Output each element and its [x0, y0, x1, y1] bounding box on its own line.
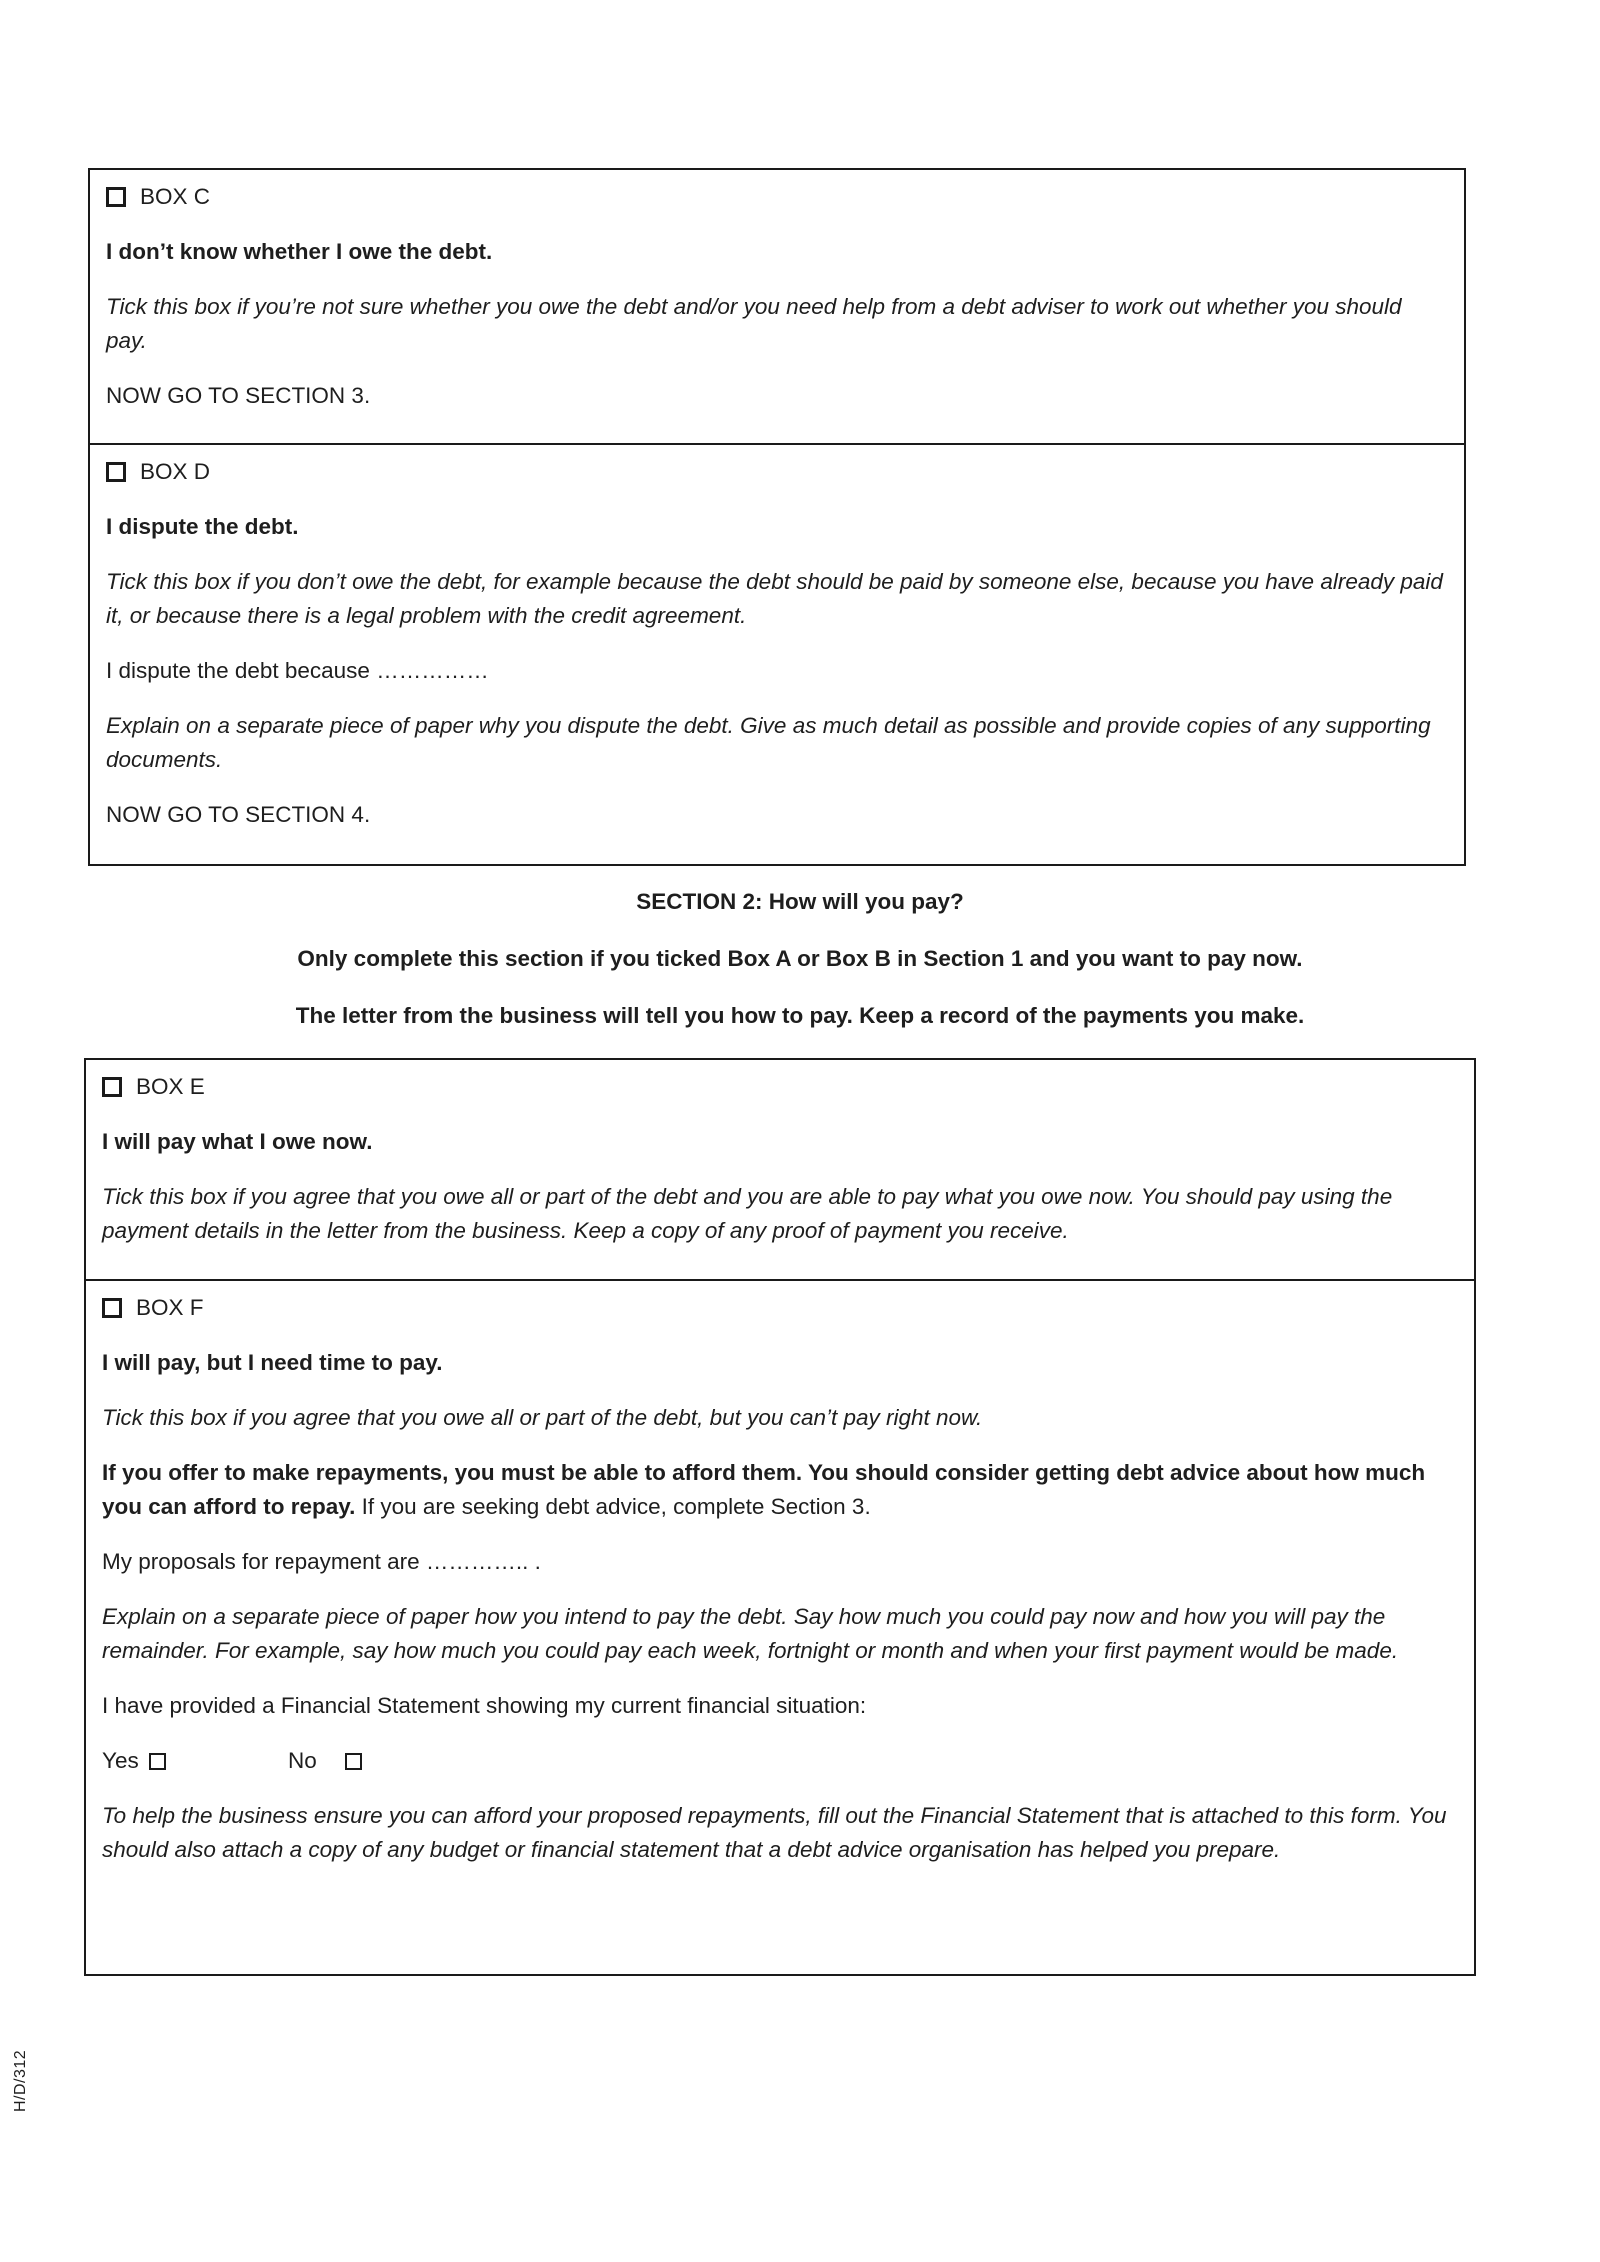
box-d-heading: I dispute the debt. [106, 514, 299, 539]
box-c-d-frame [88, 168, 1466, 866]
box-e-label: BOX E [136, 1074, 205, 1099]
no-checkbox[interactable] [345, 1753, 362, 1770]
box-f-header [102, 1291, 1458, 1325]
box-d-next-step: NOW GO TO SECTION 4. [106, 802, 371, 827]
box-f-footer-note: To help the business ensure you can afford your proposed repayments, fill out the Financial Statement that is attached to this form. You should also attach a copy of any budget or financial statement that a debt advice organisation has helped you prepare. [102, 1803, 1447, 1862]
box-c-heading: I don’t know whether I owe the debt. [106, 239, 493, 264]
box-f-advice-bold: If you offer to make repayments, you must be able to afford them. You should consider getting debt advice about how much you can afford to repay. [102, 1460, 1426, 1519]
box-e-instruction: Tick this box if you agree that you owe all or part of the debt and you are able to pay what you owe now. You should pay using the payment details in the letter from the business. Keep a copy of any proof of payment you receive. [102, 1184, 1393, 1243]
box-e [86, 1060, 1474, 1279]
box-f-explain: Explain on a separate piece of paper how you intend to pay the debt. Say how much you could pay now and how you will pay the remainder. For example, say how much you could pay each week, fortnight or month and when your first payment would be made. [102, 1604, 1399, 1663]
box-c-label: BOX C [140, 184, 211, 209]
box-e-checkbox[interactable] [102, 1077, 122, 1097]
box-f-proposal-prompt: My proposals for repayment are ………….. . [102, 1549, 541, 1574]
yes-label: Yes [102, 1748, 139, 1773]
box-d-instruction: Tick this box if you don’t owe the debt, for example because the debt should be paid by someone else, because you have already paid it, or because there is a legal problem with the credit agreement. [106, 569, 1443, 628]
box-c-next-step: NOW GO TO SECTION 3. [106, 383, 371, 408]
box-f-advice [102, 1456, 1458, 1524]
box-f-label: BOX F [136, 1295, 204, 1320]
section-2-line-1: Only complete this section if you ticked Box A or Box B in Section 1 and you want to pay now. [297, 946, 1303, 971]
box-d-header [106, 455, 1448, 489]
box-f-checkbox[interactable] [102, 1298, 122, 1318]
box-f-heading: I will pay, but I need time to pay. [102, 1350, 443, 1375]
yes-option [102, 1744, 288, 1778]
section-2-line-2: The letter from the business will tell you how to pay. Keep a record of the payments you make. [295, 1003, 1305, 1028]
box-f [86, 1279, 1474, 1875]
box-c [90, 170, 1464, 443]
box-d-explain: Explain on a separate piece of paper why you dispute the debt. Give as much detail as possible and provide copies of any supporting documents. [106, 713, 1431, 772]
box-d [90, 443, 1464, 840]
box-d-checkbox[interactable] [106, 462, 126, 482]
box-c-instruction: Tick this box if you’re not sure whether you owe the debt and/or you need help from a debt adviser to work out whether you should pay. [106, 294, 1402, 353]
section-2-title: SECTION 2: How will you pay? [636, 889, 964, 914]
form-code: H/D/312 [12, 2049, 29, 2112]
no-option [288, 1744, 362, 1778]
financial-statement-choice [102, 1744, 1458, 1778]
box-c-header [106, 180, 1448, 214]
box-e-heading: I will pay what I owe now. [102, 1129, 373, 1154]
box-f-advice-plain: If you are seeking debt advice, complete Section 3. [355, 1494, 871, 1519]
box-e-f-frame [84, 1058, 1476, 1976]
box-d-reason-prompt: I dispute the debt because …………… [106, 658, 489, 683]
box-e-header [102, 1070, 1458, 1104]
no-label: No [288, 1748, 317, 1773]
box-f-statement-prompt: I have provided a Financial Statement showing my current financial situation: [102, 1693, 867, 1718]
box-c-checkbox[interactable] [106, 187, 126, 207]
box-f-instruction: Tick this box if you agree that you owe all or part of the debt, but you can’t pay right now. [102, 1405, 983, 1430]
box-d-label: BOX D [140, 459, 211, 484]
yes-checkbox[interactable] [149, 1753, 166, 1770]
